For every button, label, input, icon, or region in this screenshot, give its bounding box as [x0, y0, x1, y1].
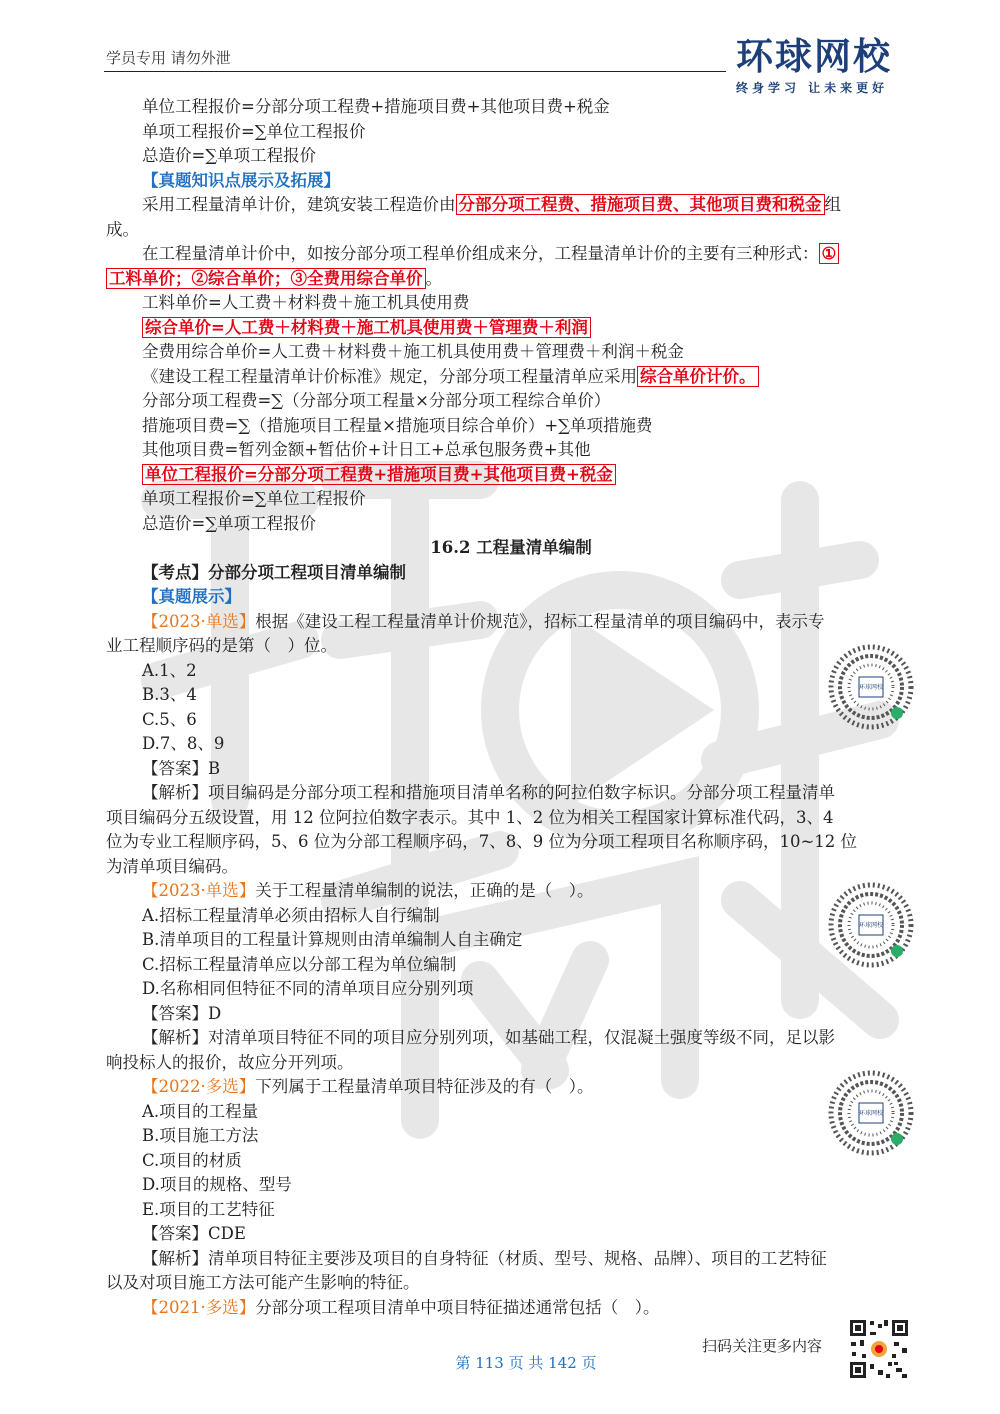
text-run: 在工程量清单计价中，如按分部分项工程单价组成来分，工程量清单计价的主要有三种形式：	[142, 244, 819, 263]
qr-code-icon[interactable]	[828, 644, 914, 730]
explanation-line: 以及对项目施工方法可能产生影响的特征。	[106, 1273, 420, 1292]
page-number: 第 113 页 共 142 页	[455, 1354, 597, 1372]
scan-prompt: 扫码关注更多内容	[702, 1337, 823, 1355]
text-run: 组	[824, 195, 841, 214]
highlight-box: ①	[819, 243, 840, 264]
formula-line	[106, 463, 916, 488]
text-run: 关于工程量清单编制的说法，正确的是（ ）。	[255, 881, 594, 900]
highlight-box: 综合单价计价。	[637, 366, 759, 387]
paragraph-line	[106, 267, 916, 292]
question-stem	[106, 879, 916, 904]
formula-line: 措施项目费=∑（措施项目工程量×措施项目综合单价）+∑单项措施费	[142, 415, 653, 435]
option-item: D.名称相同但特征不同的清单项目应分别列项	[142, 979, 474, 998]
option-item: A.项目的工程量	[142, 1101, 259, 1121]
explanation-line: 位为专业工程顺序码，5、6 位为分部工程顺序码，7、8、9 位为分项工程项目名称顺序码，10~12 位	[106, 832, 858, 851]
option-item: E.项目的工艺特征	[142, 1199, 275, 1219]
formula-line: 总造价=∑单项工程报价	[142, 146, 317, 165]
qr-code-icon[interactable]	[828, 882, 914, 968]
explanation-line: 项目编码分五级设置，用 12 位阿拉伯数字表示。其中 1、2 位为相关工程国家计算标准代码，3、4	[106, 807, 834, 827]
section-title: 16.2 工程量清单编制	[430, 538, 592, 557]
option-item: B.清单项目的工程量计算规则由清单编制人自主确定	[142, 930, 523, 949]
question-stem	[106, 1296, 916, 1321]
formula-line: 其他项目费=暂列金额+暂估价+计日工+总承包服务费+其他	[142, 440, 591, 459]
question-stem	[106, 610, 916, 635]
header-rule	[104, 71, 726, 72]
highlight-box: 综合单价=人工费＋材料费＋施工机具使用费＋管理费＋利润	[142, 317, 591, 338]
formula-line: 总造价=∑单项工程报价	[142, 513, 317, 533]
qr-center-text: 环球网校	[858, 922, 884, 929]
question-tag: 【2021·多选】	[142, 1297, 256, 1317]
option-item: C.项目的材质	[142, 1150, 242, 1170]
logo-main-text: 环球网校	[736, 35, 892, 78]
expand-heading: 【真题知识点展示及拓展】	[142, 170, 340, 190]
paragraph-line: 成。	[106, 219, 139, 239]
qr-center-text: 环球网校	[858, 1110, 884, 1117]
answer-line: 【答案】D	[142, 1003, 222, 1023]
explanation-line: 【解析】清单项目特征主要涉及项目的自身特征（材质、型号、规格、品牌）、项目的工艺特征	[142, 1248, 827, 1268]
option-item: C.招标工程量清单应以分部工程为单位编制	[142, 954, 457, 974]
answer-line: 【答案】B	[142, 758, 221, 778]
option-item: C.5、6	[142, 709, 197, 729]
formula-line: 单位工程报价=分部分项工程费+措施项目费+其他项目费+税金	[142, 97, 610, 116]
explanation-line: 【解析】对清单项目特征不同的项目应分别列项，如基础工程，仅混凝土强度等级不同，足以影	[142, 1028, 835, 1047]
kaodian-heading: 【考点】分部分项工程项目清单编制	[142, 562, 406, 582]
explanation-line: 响投标人的报价，故应分开列项。	[106, 1052, 354, 1072]
document-body	[106, 95, 916, 1320]
text-run: 。	[425, 268, 442, 288]
highlight-box: 工料单价；②综合单价；③全费用综合单价	[106, 268, 426, 289]
qr-code-icon[interactable]	[828, 1070, 914, 1156]
formula-line: 工料单价=人工费＋材料费＋施工机具使用费	[142, 293, 470, 312]
text-run: 《建设工程工程量清单计价标准》规定，分部分项工程量清单应采用	[142, 366, 637, 386]
qr-center-text: 环球网校	[858, 684, 884, 691]
formula-line: 全费用综合单价=人工费＋材料费＋施工机具使用费＋管理费＋利润＋税金	[142, 342, 684, 361]
option-item: B.3、4	[142, 685, 197, 704]
formula-line	[106, 316, 916, 341]
question-tag: 【2022·多选】	[142, 1077, 256, 1096]
explanation-line: 【解析】项目编码是分部分项工程和措施项目清单名称的阿拉伯数字标识。分部分项工程量清单	[142, 783, 835, 802]
paragraph-line	[106, 193, 916, 218]
question-stem: 业工程顺序码的是第（ ）位。	[106, 636, 337, 655]
text-run: 根据《建设工程工程量清单计价规范》，招标工程量清单的项目编码中，表示专	[255, 611, 825, 631]
explanation-line: 为清单项目编码。	[106, 856, 238, 876]
zhenti-heading: 【真题展示】	[142, 587, 241, 606]
text-run: 分部分项工程项目清单中项目特征描述通常包括（ ）。	[255, 1297, 660, 1317]
highlight-box: 分部分项工程费、措施项目费、其他项目费和税金	[456, 194, 825, 215]
option-item: D.项目的规格、型号	[142, 1175, 292, 1194]
answer-line: 【答案】CDE	[142, 1224, 246, 1243]
question-tag: 【2023·单选】	[142, 611, 256, 631]
brand-logo	[736, 36, 916, 96]
paragraph-line	[106, 242, 916, 267]
option-item: A.招标工程量清单必须由招标人自行编制	[142, 905, 440, 925]
option-item: A.1、2	[142, 660, 197, 680]
logo-slogan: 终身学习 让未来更好	[736, 81, 889, 95]
text-run: 采用工程量清单计价，建筑安装工程造价由	[142, 195, 456, 214]
header-note: 学员专用 请勿外泄	[106, 49, 231, 67]
option-item: B.项目施工方法	[142, 1126, 259, 1145]
question-stem	[106, 1075, 916, 1100]
formula-line: 分部分项工程费=∑（分部分项工程量×分部分项工程综合单价）	[142, 391, 611, 410]
question-tag: 【2023·单选】	[142, 881, 256, 900]
formula-line	[106, 365, 916, 390]
highlight-box: 单位工程报价=分部分项工程费+措施项目费+其他项目费+税金	[142, 464, 616, 485]
formula-line: 单项工程报价=∑单位工程报价	[142, 121, 366, 141]
option-item: D.7、8、9	[142, 734, 225, 753]
text-run: 下列属于工程量清单项目特征涉及的有（ ）。	[255, 1077, 594, 1096]
formula-line: 单项工程报价=∑单位工程报价	[142, 489, 366, 508]
